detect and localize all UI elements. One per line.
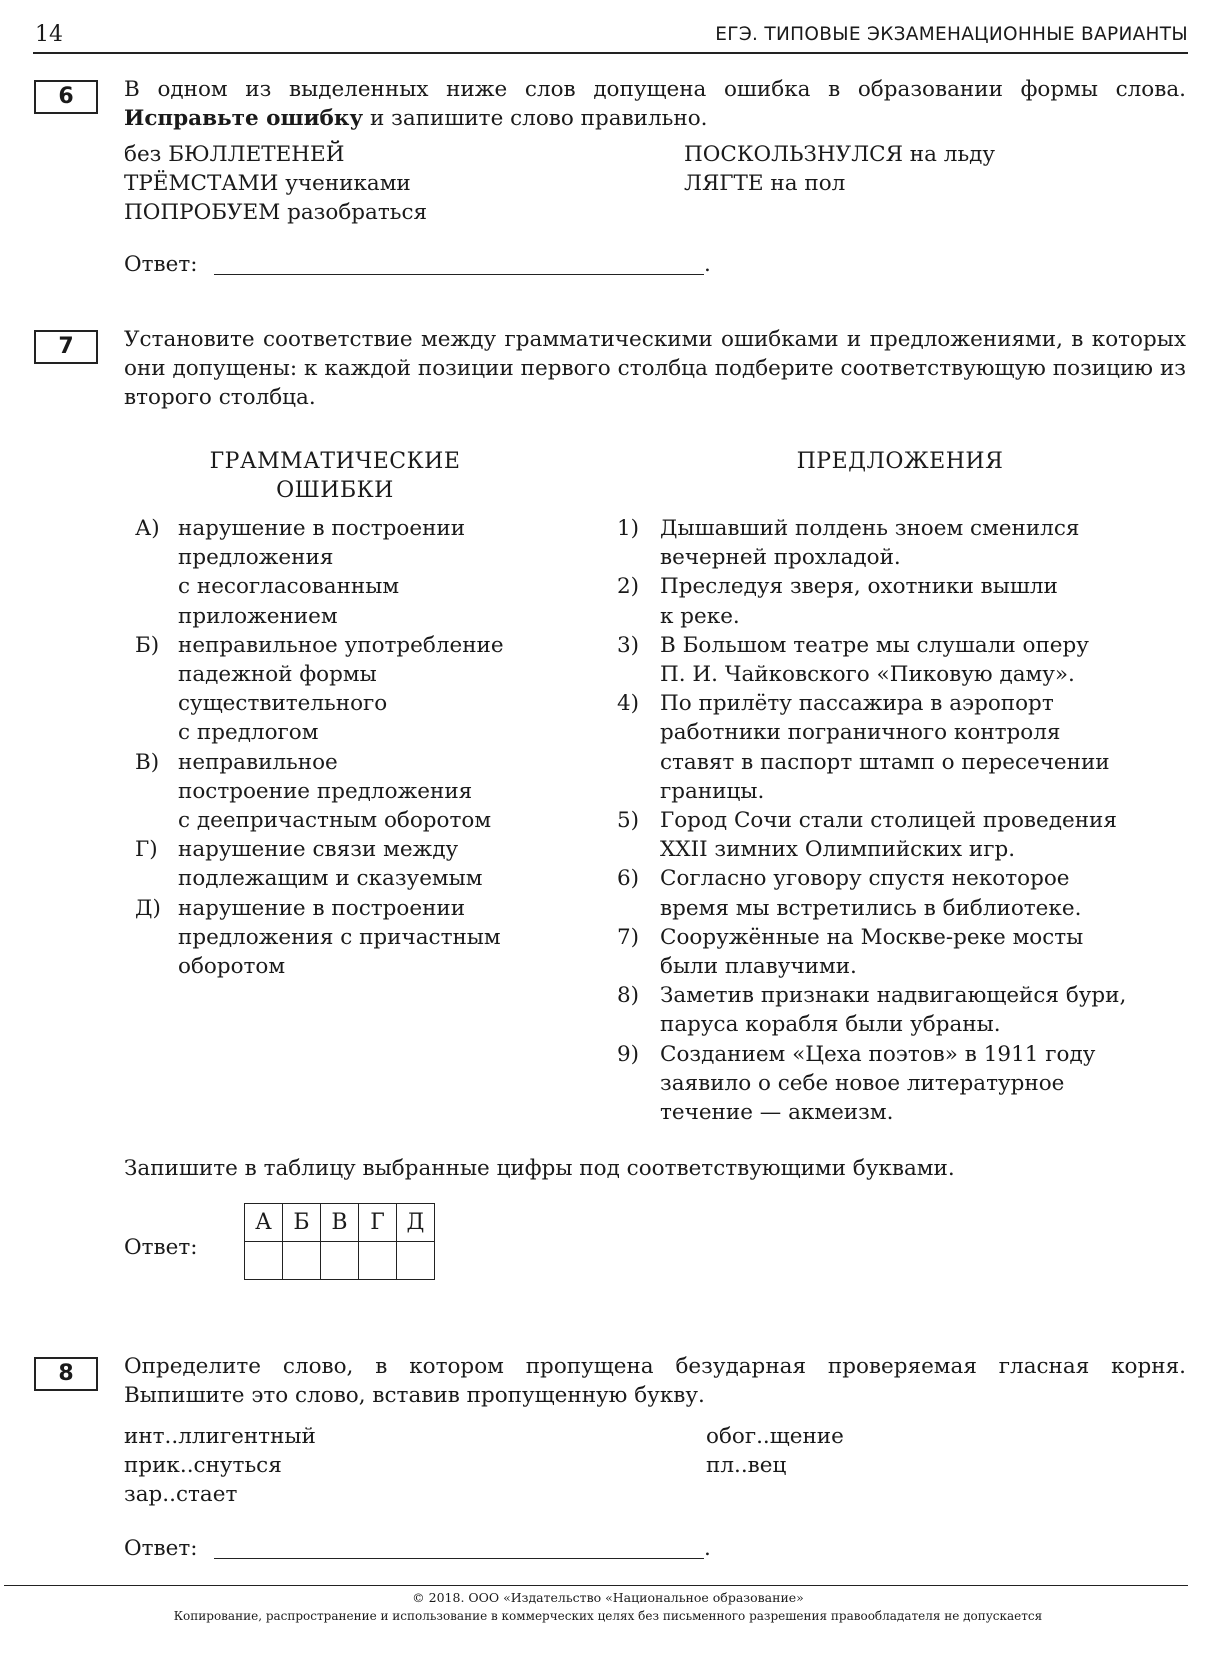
error-text-line: приложением xyxy=(178,603,338,629)
sentence-item xyxy=(617,572,1177,630)
word-caps: без БЮЛЛЕТЕНЕЙ xyxy=(124,142,345,167)
footer-copyright: © 2018. ООО «Издательство «Национальное образование» xyxy=(412,1590,804,1605)
sentence-key: 7) xyxy=(617,924,640,950)
task-7-instruction: Установите соответствие между грамматическими ошибками и предложениями, в которых они допущены: к каждой позиции первого столбца подберите соответствующую позицию из второго столбца. xyxy=(124,327,1186,410)
error-text-line: нарушение в построении xyxy=(178,516,466,541)
running-title: ЕГЭ. ТИПОВЫЕ ЭКЗАМЕНАЦИОННЫЕ ВАРИАНТЫ xyxy=(715,24,1188,45)
task-6-instruction xyxy=(124,75,1186,133)
sentence-key: 6) xyxy=(617,866,640,892)
sentence-text-line: ставят в паспорт штамп о пересечении xyxy=(660,749,1110,775)
sentence-key: 8) xyxy=(617,983,640,1009)
task-6-word-5 xyxy=(684,169,845,198)
error-text-line: подлежащим и сказуемым xyxy=(178,866,483,892)
sentence-item xyxy=(617,806,1177,864)
sentence-key: 5) xyxy=(617,808,640,833)
error-key: В) xyxy=(135,749,160,775)
word-tail: разобраться xyxy=(280,200,428,225)
task-6-word-1 xyxy=(124,140,345,169)
footer-notice: Копирование, распространение и использование в коммерческих целях без письменного разрешения правообладателя не допускается xyxy=(173,1609,1043,1623)
sentence-text-line: были плавучими. xyxy=(660,953,857,979)
word-tail: на пол xyxy=(763,171,846,196)
answer-cell-g[interactable] xyxy=(359,1242,397,1280)
answer-cell-a[interactable] xyxy=(245,1242,283,1280)
sentence-text-line: Город Сочи стали столицей проведения xyxy=(660,808,1117,833)
sentence-item xyxy=(617,981,1177,1039)
error-text-line: существительного xyxy=(178,691,388,717)
answer-header-a: А xyxy=(245,1204,283,1242)
sentence-item xyxy=(617,923,1177,981)
word-tail: на льду xyxy=(902,142,996,167)
sentence-text-line: В Большом театре мы слушали оперу xyxy=(660,632,1089,658)
sentence-key: 3) xyxy=(617,632,640,658)
task-7-answer-label: Ответ: xyxy=(124,1235,198,1260)
task-8-word-5: пл..вец xyxy=(706,1453,787,1478)
answer-table-input-row xyxy=(245,1242,435,1280)
sentence-text-line: время мы встретились в библиотеке. xyxy=(660,895,1082,921)
error-key: Д) xyxy=(135,895,161,921)
footer-divider xyxy=(4,1585,1188,1586)
error-text-line: с деепричастным оборотом xyxy=(178,807,492,833)
error-text-line: нарушение в построении xyxy=(178,895,466,921)
sentence-text-line: Заметив признаки надвигающейся бури, xyxy=(660,983,1127,1009)
sentence-key: 9) xyxy=(617,1041,640,1067)
answer-header-b: Б xyxy=(283,1204,321,1242)
sentence-key: 1) xyxy=(617,516,640,541)
error-text-line: нарушение связи между xyxy=(178,837,459,863)
sentence-item xyxy=(617,1040,1177,1128)
column-errors-title-line1: ГРАММАТИЧЕСКИЕ xyxy=(209,449,461,474)
answer-header-d: Д xyxy=(397,1204,435,1242)
sentence-key: 4) xyxy=(617,691,640,717)
error-key: Б) xyxy=(135,632,160,658)
sentence-text-line: Сооружённые на Москве-реке мосты xyxy=(660,924,1084,950)
task-7-number: 7 xyxy=(34,330,98,364)
sentence-item xyxy=(617,631,1177,689)
column-sentences-title: ПРЕДЛОЖЕНИЯ xyxy=(796,449,1004,474)
sentence-text-line: По прилёту пассажира в аэропорт xyxy=(660,691,1054,717)
task-6-bold: Исправьте ошибку xyxy=(124,106,364,131)
task-8-instruction: Определите слово, в котором пропущена безударная проверяемая гласная корня. Выпишите это слово, вставив пропущенную букву. xyxy=(124,1354,1186,1408)
task-6-answer-field[interactable] xyxy=(214,274,704,275)
answer-cell-b[interactable] xyxy=(283,1242,321,1280)
task-8-answer-field[interactable] xyxy=(214,1558,704,1559)
page-number: 14 xyxy=(35,22,63,47)
error-text-line: построение предложения xyxy=(178,778,473,804)
word-caps: ТРЁМСТАМИ xyxy=(124,171,279,196)
task-8-word-4: обог..щение xyxy=(706,1424,844,1449)
sentence-text-line: Созданием «Цеха поэтов» в 1911 году xyxy=(660,1041,1096,1067)
sentence-item xyxy=(617,689,1177,806)
sentence-text-line: к реке. xyxy=(660,603,740,629)
column-errors-title-line2: ОШИБКИ xyxy=(276,478,394,503)
answer-table xyxy=(244,1203,435,1280)
task-6-word-2 xyxy=(124,169,411,198)
error-key: Г) xyxy=(135,837,158,863)
task-6-word-4 xyxy=(684,140,995,169)
error-text-line: с несогласованным xyxy=(178,574,400,600)
sentence-text-line: П. И. Чайковского «Пиковую даму». xyxy=(660,661,1075,687)
error-text-line: с предлогом xyxy=(178,720,319,746)
sentence-text-line: XXII зимних Олимпийских игр. xyxy=(660,837,1016,863)
error-item xyxy=(135,894,695,982)
task-6-rest: и запишите слово правильно. xyxy=(363,106,708,131)
task-6-answer-label: Ответ: xyxy=(124,252,198,277)
answer-period: . xyxy=(704,252,711,277)
error-text-line: неправильное употребление xyxy=(178,632,504,658)
table-instruction: Запишите в таблицу выбранные цифры под соответствующими буквами. xyxy=(124,1156,955,1181)
answer-header-v: В xyxy=(321,1204,359,1242)
answer-table-header-row xyxy=(245,1204,435,1242)
error-text-line: оборотом xyxy=(178,953,286,979)
word-caps: ЛЯГТЕ xyxy=(684,171,764,196)
sentence-key: 2) xyxy=(617,574,640,600)
task-8-answer-label: Ответ: xyxy=(124,1536,198,1561)
error-text-line: предложения xyxy=(178,545,334,571)
header-divider xyxy=(33,52,1188,54)
answer-cell-d[interactable] xyxy=(397,1242,435,1280)
sentence-text-line: заявило о себе новое литературное xyxy=(660,1070,1065,1096)
error-key: А) xyxy=(135,516,160,541)
word-caps: ПОСКОЛЬЗНУЛСЯ xyxy=(684,142,903,167)
answer-period: . xyxy=(704,1536,711,1561)
sentence-text-line: вечерней прохладой. xyxy=(660,545,901,571)
sentence-text-line: Согласно уговору спустя некоторое xyxy=(660,866,1070,892)
task-6-intro: В одном из выделенных ниже слов допущена ошибка в образовании формы слова. xyxy=(124,77,1186,102)
task-6-number: 6 xyxy=(34,80,98,114)
error-item xyxy=(135,748,695,836)
error-text-line: предложения с причастным xyxy=(178,924,501,950)
sentence-text-line: Дышавший полдень зноем сменился xyxy=(660,516,1080,541)
sentence-text-line: паруса корабля были убраны. xyxy=(660,1012,1001,1038)
sentence-item xyxy=(617,864,1177,922)
column-errors-title xyxy=(160,447,510,505)
error-item xyxy=(135,631,695,748)
sentence-item xyxy=(617,514,1177,572)
error-item xyxy=(135,514,695,631)
sentence-text-line: Преследуя зверя, охотники вышли xyxy=(660,574,1058,600)
task-8-word-2: прик..снуться xyxy=(124,1453,282,1478)
task-6-word-3 xyxy=(124,198,427,227)
error-text-line: неправильное xyxy=(178,749,338,775)
sentence-text-line: работники пограничного контроля xyxy=(660,720,1061,746)
answer-cell-v[interactable] xyxy=(321,1242,359,1280)
task-8-word-3: зар..стает xyxy=(124,1482,238,1507)
sentence-text-line: границы. xyxy=(660,778,765,804)
word-tail: учениками xyxy=(278,171,411,196)
sentence-text-line: течение — акмеизм. xyxy=(660,1099,894,1125)
error-text-line: падежной формы xyxy=(178,661,377,687)
error-item xyxy=(135,835,695,893)
task-8-word-1: инт..ллигентный xyxy=(124,1424,316,1449)
answer-header-g: Г xyxy=(359,1204,397,1242)
task-8-number: 8 xyxy=(34,1357,98,1391)
word-caps: ПОПРОБУЕМ xyxy=(124,200,281,225)
